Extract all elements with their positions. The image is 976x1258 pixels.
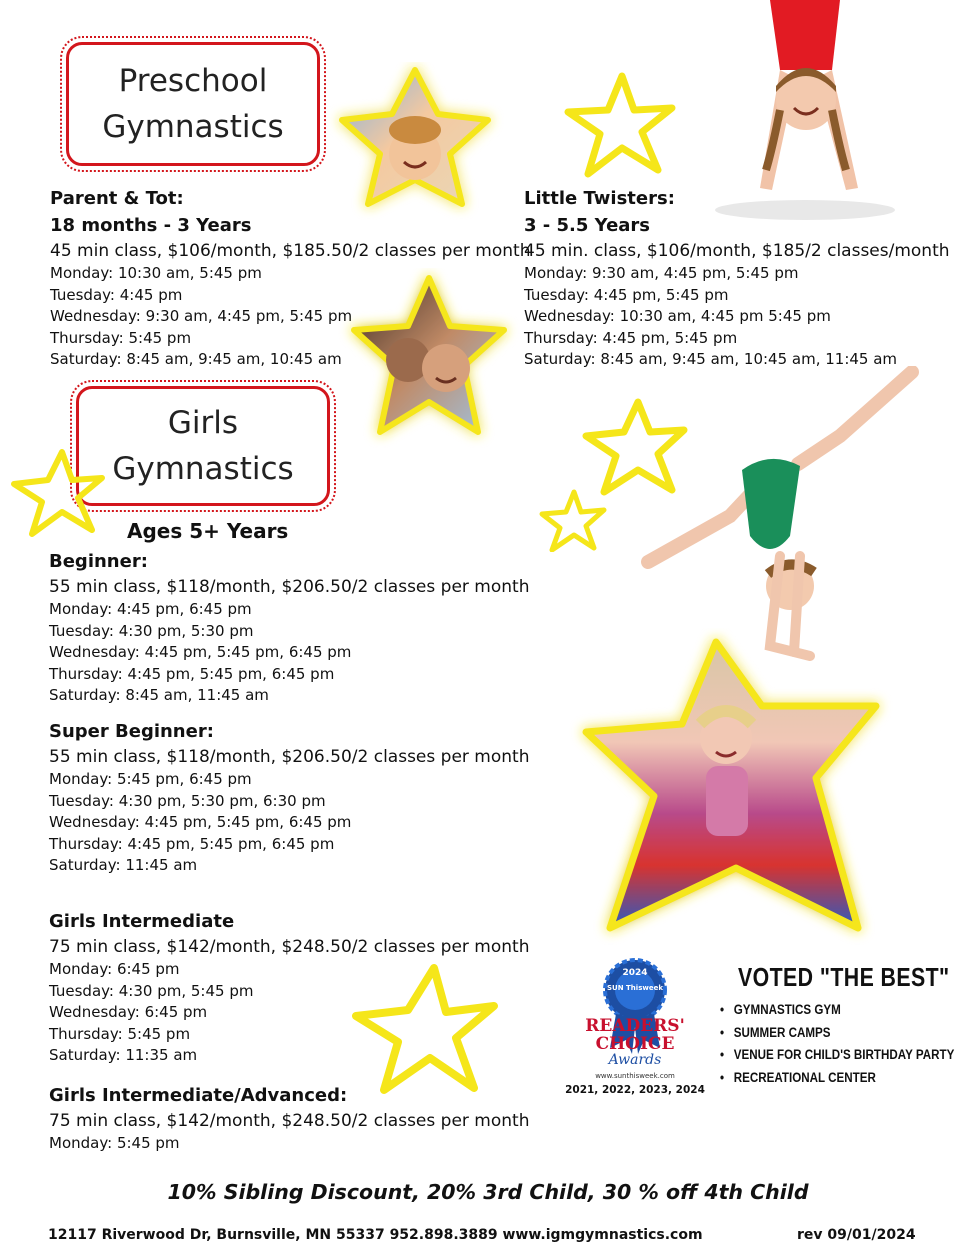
footer-promo: 10% Sibling Discount, 20% 3rd Child, 30 % off 4th Child [167, 1180, 809, 1204]
preschool-heading [66, 42, 320, 166]
schedule-line: Tuesday: 4:30 pm, 5:30 pm [49, 621, 254, 640]
readers-choice-award [560, 956, 710, 1104]
schedule-line: Monday: 10:30 am, 5:45 pm [50, 264, 262, 282]
voted-list [720, 999, 976, 1089]
schedule-line: Monday: 5:45 pm, 6:45 pm [49, 770, 252, 788]
super-beginner-title: Super Beginner: [49, 721, 214, 742]
little-twisters-age: 3 - 5.5 Years [524, 215, 651, 236]
award-line2: CHOICE [595, 1034, 675, 1054]
list-item: • SUMMER CAMPS [720, 1022, 957, 1045]
girls-ages: Ages 5+ Years [127, 519, 289, 543]
beginner-title: Beginner: [49, 551, 148, 572]
intermediate-pricing: 75 min class, $142/month, $248.50/2 classes per month [49, 937, 530, 957]
beginner-section [49, 548, 529, 707]
preschool-heading-line1: Preschool [118, 63, 268, 99]
girls-heading [76, 386, 330, 506]
footer-address: 12117 Riverwood Dr, Burnsville, MN 55337 952.898.3889 www.igmgymnastics.com [48, 1227, 703, 1243]
award-brand: SUN Thisweek [607, 984, 663, 992]
schedule-line: Thursday: 4:45 pm, 5:45 pm, 6:45 pm [49, 834, 335, 853]
schedule-line: Tuesday: 4:30 pm, 5:45 pm [49, 981, 254, 1000]
schedule-line: Saturday: 8:45 am, 11:45 am [49, 686, 269, 705]
schedule-line: Saturday: 11:45 am [49, 856, 198, 875]
schedule-line: Tuesday: 4:30 pm, 5:30 pm, 6:30 pm [49, 791, 326, 810]
schedule-line: Wednesday: 6:45 pm [49, 1003, 208, 1022]
beginner-pricing: 55 min class, $118/month, $206.50/2 classes per month [49, 577, 530, 597]
schedule-line: Saturday: 11:35 am [49, 1046, 198, 1065]
preschool-heading-line2: Gymnastics [102, 109, 284, 145]
schedule-line: Tuesday: 4:45 pm [50, 285, 183, 304]
parent-tot-pricing: 45 min class, $106/month, $185.50/2 classes per month [50, 241, 531, 261]
schedule-line: Thursday: 4:45 pm, 5:45 pm [524, 328, 738, 347]
girls-heading-line1: Girls [167, 405, 239, 441]
schedule-line: Saturday: 8:45 am, 9:45 am, 10:45 am, 11:45 am [524, 350, 898, 369]
intermediate-title: Girls Intermediate [49, 911, 235, 932]
list-item: • GYMNASTICS GYM [720, 999, 957, 1022]
parent-tot-age: 18 months - 3 Years [50, 215, 252, 236]
voted-title: VOTED "THE BEST" [738, 962, 950, 992]
voted-best [720, 962, 976, 1089]
star-photo-parent-tot [338, 268, 520, 450]
super-beginner-section [49, 718, 529, 877]
star-photo-gym-girl [566, 628, 906, 948]
little-twisters-pricing: 45 min. class, $106/month, $185/2 classes/month [524, 241, 950, 261]
little-twisters-section [524, 185, 950, 371]
little-twisters-title: Little Twisters: [524, 188, 675, 209]
schedule-line: Thursday: 5:45 pm [49, 1024, 191, 1043]
intermediate-advanced-pricing: 75 min class, $142/month, $248.50/2 classes per month [49, 1111, 530, 1131]
girls-heading-line2: Gymnastics [112, 451, 294, 487]
award-url: www.sunthisweek.com [595, 1072, 675, 1080]
schedule-line: Thursday: 5:45 pm [50, 328, 192, 347]
intermediate-advanced-title: Girls Intermediate/Advanced: [49, 1085, 348, 1106]
schedule-line: Wednesday: 4:45 pm, 5:45 pm, 6:45 pm [49, 643, 352, 662]
schedule-line: Monday: 6:45 pm [49, 960, 180, 978]
super-beginner-pricing: 55 min class, $118/month, $206.50/2 classes per month [49, 747, 530, 767]
list-item: • RECREATIONAL CENTER [720, 1067, 957, 1090]
award-years: 2021, 2022, 2023, 2024 [565, 1084, 705, 1096]
walkover-girl-image [630, 366, 920, 666]
star-outline-icon [538, 488, 608, 552]
star-outline-icon [350, 962, 500, 1096]
list-item: • VENUE FOR CHILD'S BIRTHDAY PARTY [720, 1044, 957, 1067]
schedule-line: Tuesday: 4:45 pm, 5:45 pm [524, 285, 729, 304]
schedule-line: Monday: 5:45 pm [49, 1134, 180, 1152]
schedule-line: Saturday: 8:45 am, 9:45 am, 10:45 am [50, 350, 342, 369]
footer-revision: rev 09/01/2024 [797, 1227, 916, 1243]
schedule-line: Wednesday: 4:45 pm, 5:45 pm, 6:45 pm [49, 813, 352, 832]
award-line1: READERS' [585, 1016, 685, 1036]
award-line3: Awards [608, 1052, 662, 1068]
star-outline-icon [560, 70, 680, 180]
schedule-line: Wednesday: 10:30 am, 4:45 pm 5:45 pm [524, 307, 831, 326]
schedule-line: Wednesday: 9:30 am, 4:45 pm, 5:45 pm [50, 307, 353, 326]
award-year: 2024 [622, 968, 648, 978]
schedule-line: Monday: 4:45 pm, 6:45 pm [49, 600, 252, 618]
parent-tot-title: Parent & Tot: [50, 188, 184, 209]
schedule-line: Thursday: 4:45 pm, 5:45 pm, 6:45 pm [49, 664, 335, 683]
schedule-line: Monday: 9:30 am, 4:45 pm, 5:45 pm [524, 264, 799, 282]
star-outline-icon [8, 446, 108, 538]
